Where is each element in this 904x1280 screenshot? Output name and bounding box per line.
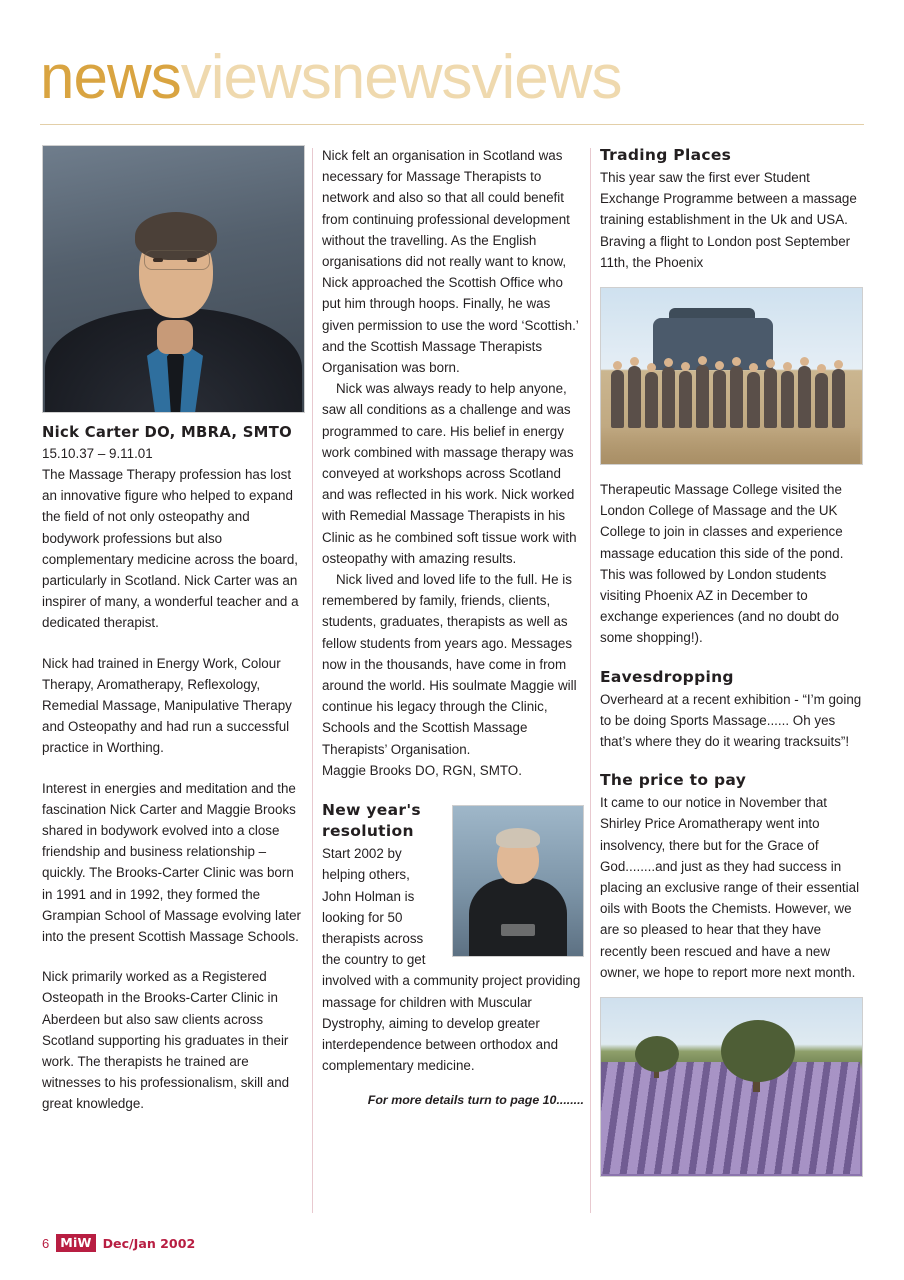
portrait-right-eye-shape	[187, 258, 197, 262]
more-details-note: For more details turn to page 10........	[367, 1093, 584, 1108]
masthead	[40, 42, 864, 114]
portrait-neck-shape	[157, 320, 193, 354]
column-one	[42, 145, 305, 1115]
column-three	[600, 145, 862, 1177]
column-divider-1	[312, 148, 313, 1213]
column-two-paragraph-3: Nick lived and loved life to the full. He is remembered by family, friends, clients, students, graduates, therapists as well as fellow students from years ago. Messages now in the thousands, have come in from around the world. His soulmate Maggie will continue his legacy through the Clinic, Schools and the Scottish Massage Therapists’ Organisation.	[322, 572, 577, 757]
group-person	[747, 372, 760, 428]
lavender-small-tree-shape	[635, 1036, 679, 1072]
masthead-word-news-1: news	[40, 43, 181, 112]
trading-places-text-before-photo: This year saw the first ever Student Exchange Programme between a massage training establishment in the Uk and USA. Braving a flight to London post September 11th, the Phoenix	[600, 170, 857, 270]
group-person	[696, 365, 709, 428]
price-to-pay-heading: The price to pay	[600, 771, 747, 790]
lavender-big-tree-shape	[721, 1020, 795, 1082]
eavesdropping-heading: Eavesdropping	[600, 667, 734, 686]
group-person	[798, 366, 811, 428]
new-year-resolution-section	[322, 801, 584, 1076]
trading-places-text-after-photo: Therapeutic Massage College visited the London College of Massage and the UK College to join in classes and experience massage education this side of the pond. This was followed by London students visiting Phoenix AZ in December to exchange experiences (and no doubt do some shopping!).	[600, 482, 844, 646]
magazine-logo-badge: MiW	[56, 1234, 95, 1252]
column-one-paragraph-3: Interest in energies and meditation and the fascination Nick Carter and Maggie Brooks shared in bodywork evolved into a close friendship and business relationship – quickly. The Brooks-Carter Clinic was born in 1991 and in 1992, they formed the Grampian School of Massage evolving later into the present Scottish Massage Schools.	[42, 780, 302, 945]
column-two-signature: Maggie Brooks DO, RGN, SMTO.	[322, 762, 522, 778]
group-person	[679, 371, 692, 428]
group-person	[713, 370, 726, 428]
group-person	[730, 366, 743, 428]
column-two-paragraph-1: Nick felt an organisation in Scotland was necessary for Massage Therapists to network and also so that all could benefit from continuing professional development without the travelling. As the English organisations did not really want to know, Nick approached the Scottish Office who put him through hoops. Finally, he was given permission to use the word ‘Scottish.’ and the Scottish Massage Therapists Organisation was born.	[322, 148, 579, 376]
john-holman-body-shape	[469, 878, 567, 956]
group-person	[645, 372, 658, 428]
lavender-rows-shape	[601, 1062, 860, 1174]
eavesdropping-text: Overheard at a recent exhibition - “I’m going to be doing Sports Massage...... Oh yes that’s where they do it wearing tracksuits”!	[600, 691, 862, 750]
masthead-word-views-1: views	[180, 43, 331, 112]
issue-date: Dec/Jan 2002	[102, 1235, 196, 1251]
group-photo-people	[609, 350, 855, 428]
column-two-paragraph-2: Nick was always ready to help anyone, saw all conditions as a challenge and was programmed to care. His belief in energy work combined with massage therapy was conveyed at workshops across Scotland and was reflected in his work. Nick worked with Remedial Massage Therapists in his Clinic as he combined soft tissue work with osteopathy with amazing results.	[322, 381, 577, 566]
column-one-paragraph-2: Nick had trained in Energy Work, Colour Therapy, Aromatherapy, Reflexology, Remedial Massage, Manipulative Therapy and Osteopathy and had run a successful practice in Worthing.	[42, 655, 292, 756]
group-person	[628, 366, 641, 428]
group-person	[781, 371, 794, 428]
portrait-left-eye-shape	[153, 258, 163, 262]
john-holman-photo	[452, 805, 584, 957]
price-to-pay-text: It came to our notice in November that Shirley Price Aromatherapy went into insolvency, there but for the Grace of God........and just as they had success in placing an exclusive range of their essential oils with Boots the Chemists. However, we are so pleased to hear that they have recently been rescued and have a new owner, we hope to report more next month.	[600, 795, 860, 980]
obituary-name-heading: Nick Carter DO, MBRA, SMTO	[42, 424, 292, 441]
column-two	[322, 145, 584, 1112]
group-person	[764, 368, 777, 428]
masthead-word-news-2: news	[330, 43, 472, 112]
page-number: 6	[42, 1235, 50, 1251]
masthead-rule	[40, 124, 864, 125]
john-holman-shirt-logo-shape	[501, 924, 535, 936]
new-year-heading-line-1: New year's	[322, 801, 421, 820]
page-footer	[42, 1234, 195, 1252]
column-divider-2	[590, 148, 591, 1213]
group-photo-ground-shape	[601, 426, 860, 464]
obituary-dates: 15.10.37 – 9.11.01	[42, 446, 153, 461]
column-one-paragraph-4: Nick primarily worked as a Registered Osteopath in the Brooks-Carter Clinic in Aberdeen but also saw clients across Scotland supporting his graduates in their work. The therapists he trained are witnesses to his professionalism, skill and great knowledge.	[42, 969, 290, 1112]
group-person	[832, 369, 845, 428]
group-person	[611, 370, 624, 428]
column-one-paragraph-1: The Massage Therapy profession has lost an innovative figure who helped to expand the field of not only osteopathy and bodywork professions but also complementary medicine across the board, particularly in Scotland. Nick Carter was an inspirer of many, a wonderful teacher and a dedicated therapist.	[42, 467, 299, 631]
nick-carter-portrait-photo	[42, 145, 305, 413]
john-holman-hair-shape	[496, 828, 540, 848]
new-year-heading-line-2: resolution	[322, 822, 414, 841]
trading-places-heading: Trading Places	[600, 146, 732, 164]
student-exchange-group-photo	[600, 287, 863, 465]
lavender-field-photo	[600, 997, 863, 1177]
new-year-body-text: Start 2002 by helping others, John Holman is looking for 50 therapists across the country to get involved with a community project providing massage for children with Muscular Dystrophy, aiming to develop greater interdependence between orthodox and complementary medicine.	[322, 846, 581, 1074]
group-person	[815, 373, 828, 428]
masthead-word-views-2: views	[471, 43, 622, 112]
group-person	[662, 367, 675, 428]
